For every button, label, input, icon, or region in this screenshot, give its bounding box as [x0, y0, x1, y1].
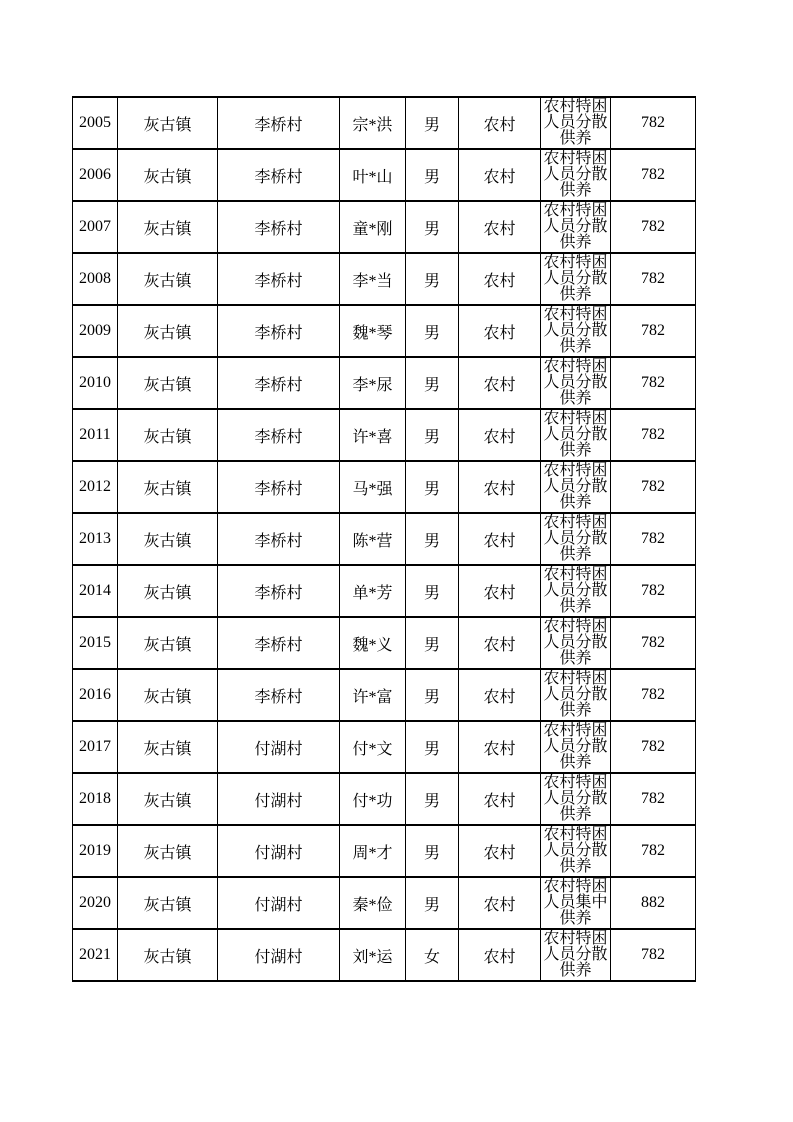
cell-town: 灰古镇	[118, 513, 218, 565]
cell-person-name: 李*当	[340, 253, 406, 305]
cell-village: 李桥村	[218, 201, 340, 253]
table-row	[73, 97, 696, 149]
cell-town: 灰古镇	[118, 461, 218, 513]
cell-gender: 男	[406, 357, 459, 409]
cell-assistance-category: 农村特困人员分散供养	[541, 773, 611, 825]
cell-village: 付湖村	[218, 721, 340, 773]
cell-amount: 782	[611, 825, 696, 877]
cell-town: 灰古镇	[118, 149, 218, 201]
cell-town: 灰古镇	[118, 565, 218, 617]
cell-residence-type: 农村	[459, 97, 541, 149]
cell-person-name: 许*喜	[340, 409, 406, 461]
cell-gender: 男	[406, 461, 459, 513]
cell-sequence-number: 2014	[73, 565, 118, 617]
cell-person-name: 周*才	[340, 825, 406, 877]
cell-village: 李桥村	[218, 565, 340, 617]
cell-assistance-category: 农村特困人员分散供养	[541, 149, 611, 201]
cell-assistance-category: 农村特困人员分散供养	[541, 825, 611, 877]
cell-assistance-category: 农村特困人员分散供养	[541, 929, 611, 981]
cell-residence-type: 农村	[459, 773, 541, 825]
cell-gender: 男	[406, 669, 459, 721]
cell-assistance-category: 农村特困人员分散供养	[541, 669, 611, 721]
cell-gender: 男	[406, 149, 459, 201]
cell-town: 灰古镇	[118, 773, 218, 825]
cell-assistance-category: 农村特困人员集中供养	[541, 877, 611, 929]
cell-person-name: 李*尿	[340, 357, 406, 409]
cell-assistance-category: 农村特困人员分散供养	[541, 253, 611, 305]
cell-sequence-number: 2013	[73, 513, 118, 565]
cell-residence-type: 农村	[459, 409, 541, 461]
cell-assistance-category: 农村特困人员分散供养	[541, 721, 611, 773]
cell-residence-type: 农村	[459, 461, 541, 513]
cell-residence-type: 农村	[459, 305, 541, 357]
cell-gender: 女	[406, 929, 459, 981]
cell-residence-type: 农村	[459, 825, 541, 877]
cell-village: 李桥村	[218, 409, 340, 461]
cell-residence-type: 农村	[459, 565, 541, 617]
cell-gender: 男	[406, 877, 459, 929]
table-row	[73, 617, 696, 669]
table-row	[73, 877, 696, 929]
cell-person-name: 单*芳	[340, 565, 406, 617]
cell-town: 灰古镇	[118, 929, 218, 981]
cell-sequence-number: 2015	[73, 617, 118, 669]
cell-assistance-category: 农村特困人员分散供养	[541, 409, 611, 461]
cell-amount: 882	[611, 877, 696, 929]
cell-village: 李桥村	[218, 305, 340, 357]
cell-gender: 男	[406, 617, 459, 669]
table-row	[73, 357, 696, 409]
cell-amount: 782	[611, 253, 696, 305]
cell-assistance-category: 农村特困人员分散供养	[541, 201, 611, 253]
cell-sequence-number: 2020	[73, 877, 118, 929]
cell-gender: 男	[406, 773, 459, 825]
cell-town: 灰古镇	[118, 669, 218, 721]
cell-person-name: 许*富	[340, 669, 406, 721]
cell-amount: 782	[611, 565, 696, 617]
cell-amount: 782	[611, 773, 696, 825]
cell-town: 灰古镇	[118, 721, 218, 773]
cell-residence-type: 农村	[459, 877, 541, 929]
cell-person-name: 童*刚	[340, 201, 406, 253]
table-row	[73, 409, 696, 461]
cell-gender: 男	[406, 409, 459, 461]
cell-town: 灰古镇	[118, 97, 218, 149]
cell-gender: 男	[406, 721, 459, 773]
cell-amount: 782	[611, 669, 696, 721]
cell-person-name: 刘*运	[340, 929, 406, 981]
cell-sequence-number: 2005	[73, 97, 118, 149]
cell-village: 李桥村	[218, 461, 340, 513]
cell-residence-type: 农村	[459, 929, 541, 981]
cell-village: 付湖村	[218, 825, 340, 877]
cell-sequence-number: 2011	[73, 409, 118, 461]
cell-residence-type: 农村	[459, 201, 541, 253]
cell-residence-type: 农村	[459, 513, 541, 565]
cell-gender: 男	[406, 97, 459, 149]
cell-village: 李桥村	[218, 513, 340, 565]
table-row	[73, 149, 696, 201]
table-row	[73, 201, 696, 253]
cell-amount: 782	[611, 149, 696, 201]
cell-residence-type: 农村	[459, 617, 541, 669]
cell-sequence-number: 2012	[73, 461, 118, 513]
table-row	[73, 305, 696, 357]
cell-village: 李桥村	[218, 357, 340, 409]
cell-village: 李桥村	[218, 253, 340, 305]
table-row	[73, 929, 696, 981]
cell-person-name: 付*文	[340, 721, 406, 773]
cell-town: 灰古镇	[118, 357, 218, 409]
cell-assistance-category: 农村特困人员分散供养	[541, 513, 611, 565]
cell-sequence-number: 2007	[73, 201, 118, 253]
cell-sequence-number: 2017	[73, 721, 118, 773]
cell-gender: 男	[406, 565, 459, 617]
cell-amount: 782	[611, 721, 696, 773]
table-body	[73, 97, 696, 981]
cell-person-name: 秦*俭	[340, 877, 406, 929]
cell-person-name: 马*强	[340, 461, 406, 513]
cell-sequence-number: 2010	[73, 357, 118, 409]
cell-amount: 782	[611, 97, 696, 149]
cell-gender: 男	[406, 305, 459, 357]
cell-amount: 782	[611, 461, 696, 513]
cell-residence-type: 农村	[459, 721, 541, 773]
cell-sequence-number: 2018	[73, 773, 118, 825]
cell-town: 灰古镇	[118, 825, 218, 877]
cell-assistance-category: 农村特困人员分散供养	[541, 305, 611, 357]
cell-village: 付湖村	[218, 773, 340, 825]
cell-amount: 782	[611, 201, 696, 253]
table-row	[73, 565, 696, 617]
cell-gender: 男	[406, 201, 459, 253]
cell-person-name: 叶*山	[340, 149, 406, 201]
table-row	[73, 721, 696, 773]
cell-amount: 782	[611, 409, 696, 461]
cell-residence-type: 农村	[459, 253, 541, 305]
cell-person-name: 付*功	[340, 773, 406, 825]
cell-amount: 782	[611, 929, 696, 981]
cell-town: 灰古镇	[118, 877, 218, 929]
cell-town: 灰古镇	[118, 201, 218, 253]
cell-person-name: 魏*义	[340, 617, 406, 669]
cell-amount: 782	[611, 305, 696, 357]
cell-residence-type: 农村	[459, 149, 541, 201]
cell-gender: 男	[406, 253, 459, 305]
cell-amount: 782	[611, 513, 696, 565]
cell-assistance-category: 农村特困人员分散供养	[541, 565, 611, 617]
cell-village: 李桥村	[218, 149, 340, 201]
cell-sequence-number: 2016	[73, 669, 118, 721]
table-row	[73, 461, 696, 513]
cell-gender: 男	[406, 825, 459, 877]
cell-assistance-category: 农村特困人员分散供养	[541, 461, 611, 513]
table-row	[73, 825, 696, 877]
cell-village: 付湖村	[218, 929, 340, 981]
cell-village: 付湖村	[218, 877, 340, 929]
cell-assistance-category: 农村特困人员分散供养	[541, 617, 611, 669]
cell-sequence-number: 2009	[73, 305, 118, 357]
cell-town: 灰古镇	[118, 305, 218, 357]
cell-residence-type: 农村	[459, 357, 541, 409]
cell-village: 李桥村	[218, 617, 340, 669]
cell-person-name: 魏*琴	[340, 305, 406, 357]
cell-amount: 782	[611, 357, 696, 409]
cell-village: 李桥村	[218, 97, 340, 149]
cell-sequence-number: 2019	[73, 825, 118, 877]
cell-amount: 782	[611, 617, 696, 669]
cell-residence-type: 农村	[459, 669, 541, 721]
cell-village: 李桥村	[218, 669, 340, 721]
table-row	[73, 253, 696, 305]
cell-person-name: 陈*营	[340, 513, 406, 565]
cell-sequence-number: 2006	[73, 149, 118, 201]
cell-assistance-category: 农村特困人员分散供养	[541, 357, 611, 409]
cell-town: 灰古镇	[118, 253, 218, 305]
cell-assistance-category: 农村特困人员分散供养	[541, 97, 611, 149]
table-row	[73, 513, 696, 565]
assistance-table	[72, 96, 696, 982]
cell-town: 灰古镇	[118, 409, 218, 461]
cell-sequence-number: 2021	[73, 929, 118, 981]
table-row	[73, 669, 696, 721]
cell-sequence-number: 2008	[73, 253, 118, 305]
table-row	[73, 773, 696, 825]
cell-person-name: 宗*洪	[340, 97, 406, 149]
cell-gender: 男	[406, 513, 459, 565]
cell-town: 灰古镇	[118, 617, 218, 669]
